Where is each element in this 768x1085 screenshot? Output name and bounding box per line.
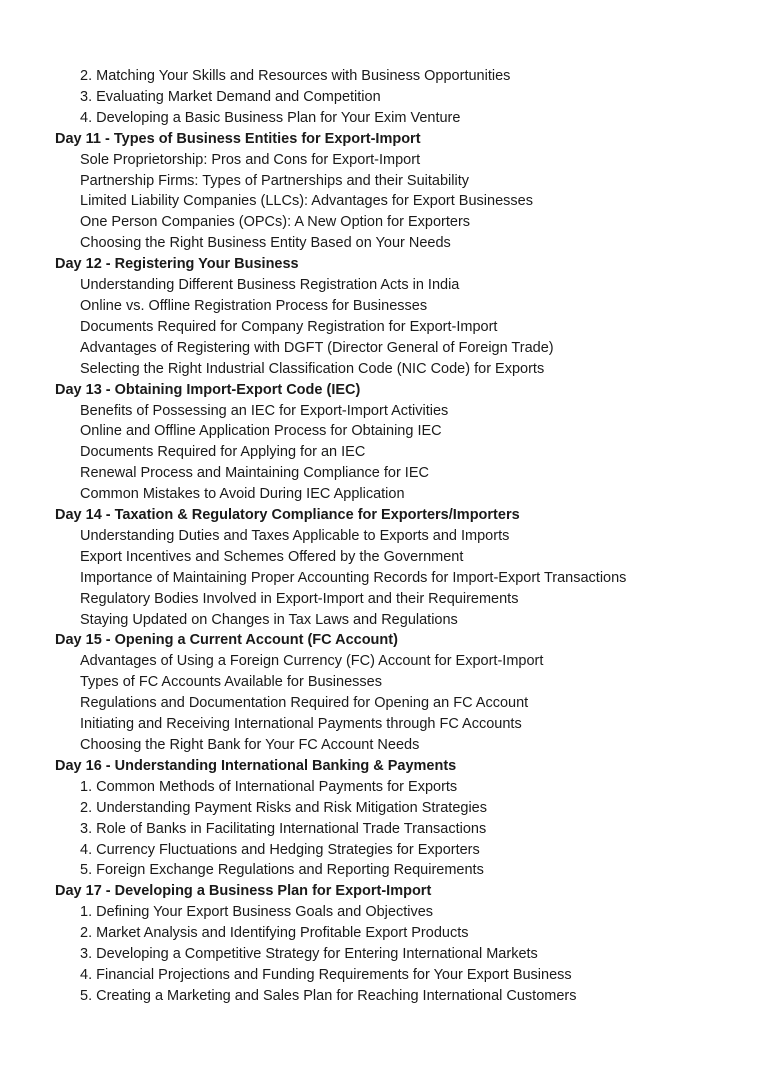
toc-item: Advantages of Using a Foreign Currency (FC) Account for Export-Import [80,653,544,670]
toc-item: 2. Matching Your Skills and Resources with Business Opportunities [80,68,511,84]
toc-item: Limited Liability Companies (LLCs): Advantages for Export Businesses [80,193,533,210]
toc-item: 2. Understanding Payment Risks and Risk Mitigation Strategies [80,799,487,816]
toc-item: Online and Offline Application Process for Obtaining IEC [80,423,442,440]
day-heading: Day 12 - Registering Your Business [55,256,299,273]
toc-item: Benefits of Possessing an IEC for Export-Import Activities [80,402,449,419]
day-section [55,630,738,755]
toc-item: 2. Market Analysis and Identifying Profitable Export Products [80,925,469,942]
day-section [55,881,738,1006]
day-section [55,505,738,630]
toc-item: 4. Currency Fluctuations and Hedging Strategies for Exporters [80,841,480,858]
toc-item: 5. Foreign Exchange Regulations and Reporting Requirements [80,862,484,879]
day-heading: Day 16 - Understanding International Banking & Payments [55,757,457,774]
toc-item: 3. Role of Banks in Facilitating International Trade Transactions [80,820,487,837]
toc-item: 4. Financial Projections and Funding Requirements for Your Export Business [80,966,572,983]
toc-item: Advantages of Registering with DGFT (Director General of Foreign Trade) [80,339,554,356]
toc-item: 1. Defining Your Export Business Goals and Objectives [80,904,434,921]
day-section [55,129,738,254]
toc-item: Renewal Process and Maintaining Compliance for IEC [80,465,429,482]
toc-item: Online vs. Offline Registration Process for Businesses [80,297,428,314]
toc-item: 5. Creating a Marketing and Sales Plan for Reaching International Customers [80,987,577,1004]
day-section [55,756,738,881]
toc-item: Regulatory Bodies Involved in Export-Import and their Requirements [80,590,519,607]
day-heading: Day 11 - Types of Business Entities for Export-Import [55,130,421,147]
day-heading: Day 15 - Opening a Current Account (FC Account) [55,632,398,649]
toc-item: 1. Common Methods of International Payments for Exports [80,778,458,795]
toc-item: Importance of Maintaining Proper Accounting Records for Import-Export Transactions [80,569,627,586]
toc-item: Types of FC Accounts Available for Businesses [80,674,382,691]
toc-item: Understanding Duties and Taxes Applicable to Exports and Imports [80,527,510,544]
toc-item: Documents Required for Applying for an IEC [80,444,366,461]
toc-item: Regulations and Documentation Required for Opening an FC Account [80,695,529,712]
day-section [55,66,738,129]
toc-item: 3. Evaluating Market Demand and Competition [80,88,381,105]
toc-item: Choosing the Right Bank for Your FC Account Needs [80,737,420,753]
toc-item: Understanding Different Business Registration Acts in India [80,277,460,294]
toc-item: Sole Proprietorship: Pros and Cons for Export-Import [80,151,421,168]
toc-item: Partnership Firms: Types of Partnerships and their Suitability [80,172,469,189]
toc-item: Choosing the Right Business Entity Based on Your Needs [80,235,451,252]
toc-item: 3. Developing a Competitive Strategy for Entering International Markets [80,946,538,963]
day-heading: Day 17 - Developing a Business Plan for Export-Import [55,883,432,900]
toc-item: Selecting the Right Industrial Classification Code (NIC Code) for Exports [80,360,545,377]
day-section [55,254,738,379]
day-heading: Day 14 - Taxation & Regulatory Compliance for Exporters/Importers [55,507,520,524]
toc-item: Common Mistakes to Avoid During IEC Application [80,486,405,503]
document-page [55,66,738,1007]
toc-item: Export Incentives and Schemes Offered by the Government [80,548,464,565]
toc-item: Staying Updated on Changes in Tax Laws and Regulations [80,611,458,628]
day-section [55,380,738,505]
toc-item: Documents Required for Company Registration for Export-Import [80,318,498,335]
toc-item: Initiating and Receiving International Payments through FC Accounts [80,716,522,733]
toc-item: 4. Developing a Basic Business Plan for Your Exim Venture [80,109,461,126]
day-heading: Day 13 - Obtaining Import-Export Code (IEC) [55,381,361,398]
toc-item: One Person Companies (OPCs): A New Option for Exporters [80,214,471,231]
